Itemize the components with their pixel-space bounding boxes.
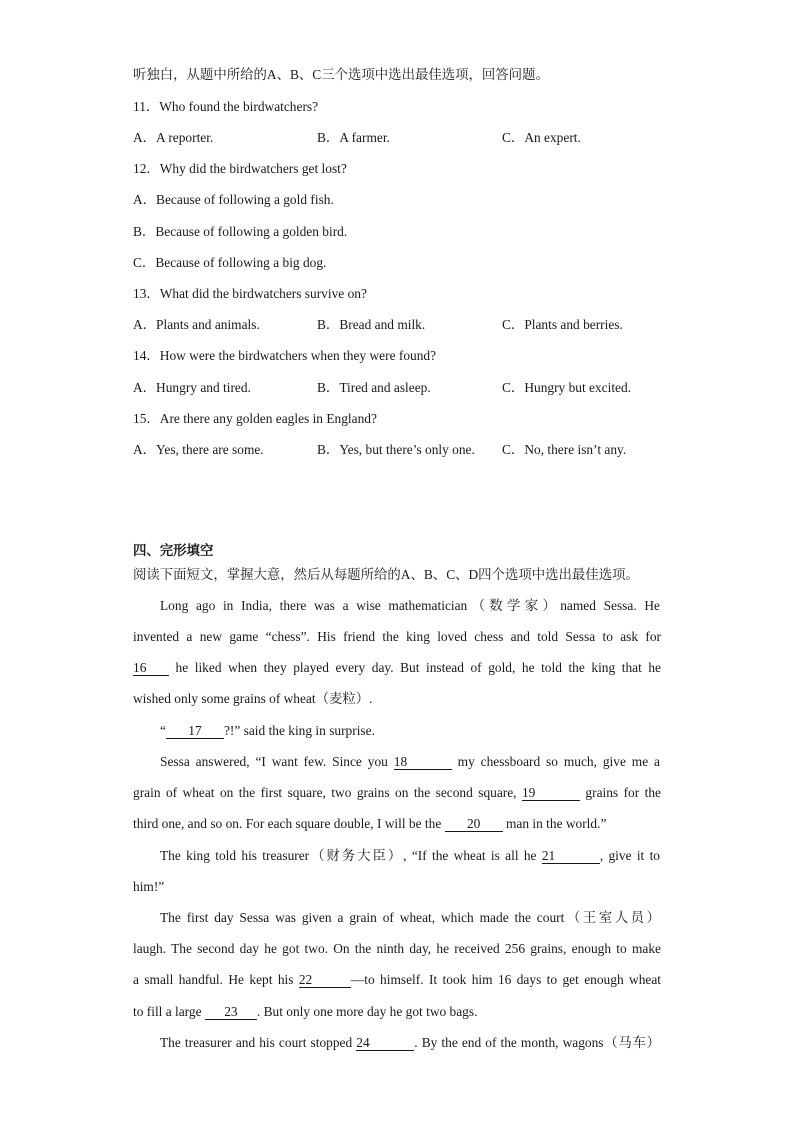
blank-21[interactable]: 21 xyxy=(542,849,600,864)
question-14-option-b: B．Tired and asleep. xyxy=(317,380,431,395)
question-11-option-c: C．An expert. xyxy=(502,130,581,145)
passage-text: ?!” said the king in surprise. xyxy=(223,723,375,738)
question-13-option-a: A．Plants and animals. xyxy=(133,317,260,332)
passage-text: , give it to xyxy=(599,848,660,863)
passage-text: him!” xyxy=(133,879,165,894)
passage-line-6 xyxy=(160,753,660,771)
passage-line-12 xyxy=(133,940,661,958)
passage-line-15 xyxy=(160,1034,660,1052)
passage-text: my chessboard so much, give me a xyxy=(451,754,660,769)
question-14-stem: 14．How were the birdwatchers when they were found? xyxy=(133,348,437,363)
question-15-option-a: A．Yes, there are some. xyxy=(133,442,264,457)
passage-line-14 xyxy=(133,1003,661,1021)
question-11-option-a: A．A reporter. xyxy=(133,130,214,145)
passage-text: —to himself. It took him 16 days to get enough wheat xyxy=(350,972,662,987)
passage-text: a small handful. He kept his xyxy=(133,972,299,987)
blank-23[interactable]: 23 xyxy=(205,1005,257,1020)
question-15-option-b: B．Yes, but there’s only one. xyxy=(317,442,475,457)
passage-text: wished only some grains of wheat（麦粒）. xyxy=(133,691,373,706)
question-14-option-c: C．Hungry but excited. xyxy=(502,380,632,395)
blank-17[interactable]: 17 xyxy=(166,724,224,739)
passage-line-3 xyxy=(133,659,661,677)
passage-line-11 xyxy=(160,909,660,927)
passage-text: third one, and so on. For each square double, I will be the xyxy=(133,816,445,831)
passage-text: . By the end of the month, wagons（马车） xyxy=(414,1035,660,1050)
blank-19[interactable]: 19 xyxy=(522,786,580,801)
passage-line-2 xyxy=(133,628,661,646)
question-15-option-c: C．No, there isn’t any. xyxy=(502,442,627,457)
blank-24[interactable]: 24 xyxy=(356,1036,414,1051)
passage-text: grain of wheat on the first square, two grains on the second square, xyxy=(133,785,522,800)
blank-18[interactable]: 18 xyxy=(394,755,452,770)
listening-instruction: 听独白，从题中所给的A、B、C三个选项中选出最佳选项，回答问题。 xyxy=(133,67,549,82)
question-13-option-b: B．Bread and milk. xyxy=(317,317,426,332)
blank-16[interactable]: 16 xyxy=(133,661,169,676)
passage-line-9 xyxy=(160,847,660,865)
question-13-stem: 13．What did the birdwatchers survive on? xyxy=(133,286,367,301)
question-11-stem: 11．Who found the birdwatchers? xyxy=(133,99,319,114)
question-12-option-b: B．Because of following a golden bird. xyxy=(133,224,348,239)
passage-line-10 xyxy=(133,878,661,896)
passage-text: The treasurer and his court stopped xyxy=(160,1035,357,1050)
passage-text: to fill a large xyxy=(133,1004,205,1019)
passage-text: man in the world.” xyxy=(502,816,607,831)
passage-text: Long ago in India, there was a wise mathematician（数学家）named Sessa. He xyxy=(160,598,660,613)
passage-line-7 xyxy=(133,784,661,802)
passage-text: The king told his treasurer（财务大臣）, “If the wheat is all he xyxy=(160,848,542,863)
passage-line-4 xyxy=(133,690,661,708)
question-15-stem: 15．Are there any golden eagles in England? xyxy=(133,411,377,426)
blank-22[interactable]: 22 xyxy=(299,973,351,988)
passage-text: Sessa answered, “I want few. Since you xyxy=(160,754,394,769)
passage-line-1 xyxy=(160,597,660,615)
passage-line-8 xyxy=(133,815,661,833)
question-13-option-c: C．Plants and berries. xyxy=(502,317,623,332)
passage-text: he liked when they played every day. But instead of gold, he told the king that he xyxy=(169,660,661,675)
cloze-instruction: 阅读下面短文，掌握大意，然后从每题所给的A、B、C、D四个选项中选出最佳选项。 xyxy=(133,567,639,582)
blank-20[interactable]: 20 xyxy=(445,817,503,832)
passage-line-13 xyxy=(133,971,661,989)
question-12-option-a: A．Because of following a gold fish. xyxy=(133,192,334,207)
question-14-option-a: A．Hungry and tired. xyxy=(133,380,251,395)
passage-text: grains for the xyxy=(579,785,661,800)
passage-text: The first day Sessa was given a grain of wheat, which made the court（王室人员） xyxy=(160,910,660,925)
passage-text: “ xyxy=(160,723,166,738)
question-12-stem: 12．Why did the birdwatchers get lost? xyxy=(133,161,347,176)
passage-text: laugh. The second day he got two. On the ninth day, he received 256 grains, enough to make xyxy=(133,941,661,956)
passage-text: . But only one more day he got two bags. xyxy=(256,1004,478,1019)
section-title: 四、完形填空 xyxy=(133,544,214,559)
passage-line-5 xyxy=(160,722,688,740)
question-11-option-b: B．A farmer. xyxy=(317,130,390,145)
passage-text: invented a new game “chess”. His friend the king loved chess and told Sessa to ask for xyxy=(133,629,661,644)
question-12-option-c: C．Because of following a big dog. xyxy=(133,255,327,270)
